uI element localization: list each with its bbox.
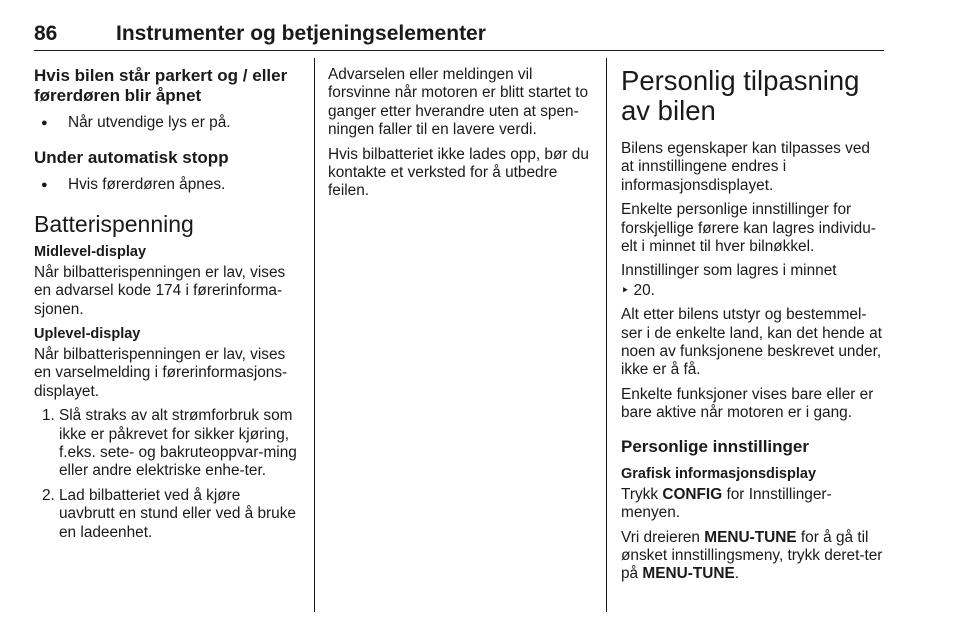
bullet-item: ● Hvis førerdøren åpnes. bbox=[34, 176, 300, 194]
heading-uplevel: Uplevel-display bbox=[34, 326, 141, 343]
menu-tune-keyword: MENU-TUNE bbox=[704, 528, 797, 546]
list-item bbox=[34, 407, 300, 481]
paragraph-uplevel: Når bilbatterispenningen er lav, vises en varselmelding i førerinformasjons-displayet. bbox=[34, 346, 288, 400]
page-number: 86 bbox=[34, 22, 58, 45]
page-reference[interactable]: 20. bbox=[633, 281, 655, 299]
text: . bbox=[734, 565, 740, 583]
heading-parked: Hvis bilen står parkert og / eller førerdøren blir åpnet bbox=[34, 66, 288, 105]
list-item bbox=[34, 487, 300, 542]
list-number: 2. bbox=[42, 486, 55, 504]
column-right bbox=[621, 66, 887, 590]
menu-tune-keyword: MENU-TUNE bbox=[642, 565, 735, 583]
paragraph-memory bbox=[621, 262, 887, 300]
text: Trykk bbox=[621, 485, 663, 503]
bullet-item: ● Når utvendige lys er på. bbox=[34, 114, 300, 132]
column-divider bbox=[606, 58, 607, 612]
page-reference-icon: ‣ bbox=[621, 281, 630, 298]
paragraph-equipment: Alt etter bilens utstyr og bestemmel-ser i de enkelte land, kan det hende at noen av funksjonene beskrevet under, ikke er å få. bbox=[621, 306, 882, 379]
paragraph-engine: Enkelte funksjoner vises bare eller er bare aktive når motoren er i gang. bbox=[621, 385, 874, 422]
paragraph-warning: Advarselen eller meldingen vil forsvinne når motoren er blitt startet to ganger etter hverandre uten at spen-ningen faller til en lavere verdi. bbox=[328, 66, 589, 139]
page-header bbox=[34, 22, 884, 51]
paragraph-menu-tune bbox=[621, 529, 887, 584]
config-keyword: CONFIG bbox=[662, 485, 723, 503]
text: for Innstillinger-menyen. bbox=[621, 485, 832, 522]
paragraph-workshop: Hvis bilbatteriet ikke lades opp, bør du kontakte et verksted for å utbedre feilen. bbox=[328, 145, 589, 200]
column-middle bbox=[328, 66, 590, 207]
text: Vri dreieren bbox=[621, 528, 705, 546]
paragraph-intro: Bilens egenskaper kan tilpasses ved at innstillingene endres i informasjonsdisplayet. bbox=[621, 140, 870, 194]
paragraph-midlevel: Når bilbatterispenningen er lav, vises en advarsel kode 174 i førerinforma-sjonen. bbox=[34, 263, 286, 318]
paragraph-config bbox=[621, 486, 887, 523]
memory-text: Innstillinger som lagres i minnet bbox=[621, 262, 837, 280]
heading-personalization: Personlig tilpasning av bilen bbox=[621, 65, 860, 126]
heading-battery: Batterispenning bbox=[34, 210, 194, 237]
heading-midlevel: Midlevel-display bbox=[34, 243, 147, 260]
page-title: Instrumenter og betjeningselementer bbox=[116, 22, 486, 45]
text: for å gå til ønsket innstillingsmeny, trykk deret-ter på bbox=[621, 528, 883, 583]
column-left bbox=[34, 66, 300, 548]
column-divider bbox=[314, 58, 315, 612]
list-number: 1. bbox=[42, 407, 55, 425]
heading-settings: Personlige innstillinger bbox=[621, 436, 809, 456]
list-text: Lad bilbatteriet ved å kjøre uavbrutt en stund eller ved å bruke en ladeenhet. bbox=[59, 486, 296, 541]
heading-auto-stop: Under automatisk stopp bbox=[34, 148, 229, 168]
paragraph-drivers: Enkelte personlige innstillinger for forskjellige førere kan lagres individu-elt i minnet til hver bilnøkkel. bbox=[621, 201, 876, 256]
list-text: Slå straks av alt strømforbruk som ikke er påkrevet for sikker kjøring, f.eks. sete- og bakruteoppvar-ming eller andre elektriske enhe-ter. bbox=[59, 407, 297, 480]
heading-graphic-display: Grafisk informasjonsdisplay bbox=[621, 465, 817, 482]
